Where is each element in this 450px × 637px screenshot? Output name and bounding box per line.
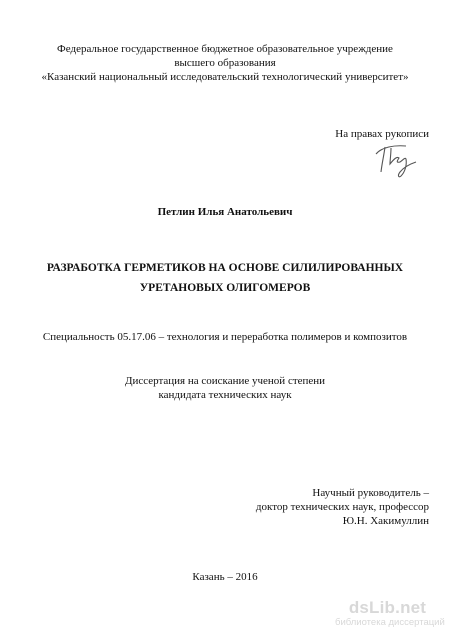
author-name: Петлин Илья Анатольевич (157, 206, 293, 218)
institution-line-1: Федеральное государственное бюджетное образовательное учреждение (57, 43, 393, 55)
signature-icon (372, 139, 418, 179)
institution-line-3: «Казанский национальный исследовательский технологический университет» (41, 71, 409, 83)
watermark-logo: dsLib.net (348, 598, 427, 617)
institution-line-2: высшего образования (174, 57, 276, 69)
dissertation-line-1: Диссертация на соискание ученой степени (124, 375, 326, 387)
supervisor-line-2: доктор технических наук, профессор (255, 501, 429, 513)
dissertation-line-2: кандидата технических наук (158, 389, 292, 401)
watermark-subtitle: библиотека диссертаций (335, 617, 445, 628)
title-line-1: РАЗРАБОТКА ГЕРМЕТИКОВ НА ОСНОВЕ СИЛИЛИРОВАННЫХ (46, 262, 404, 274)
supervisor-name: Ю.Н. Хакимуллин (342, 515, 429, 527)
watermark (335, 598, 445, 629)
rights-note: На правах рукописи (335, 128, 429, 140)
specialty: Специальность 05.17.06 – технология и переработка полимеров и композитов (42, 331, 408, 343)
title-line-2: УРЕТАНОВЫХ ОЛИГОМЕРОВ (139, 282, 311, 294)
supervisor-line-1: Научный руководитель – (312, 487, 429, 499)
place-year: Казань – 2016 (192, 571, 258, 583)
